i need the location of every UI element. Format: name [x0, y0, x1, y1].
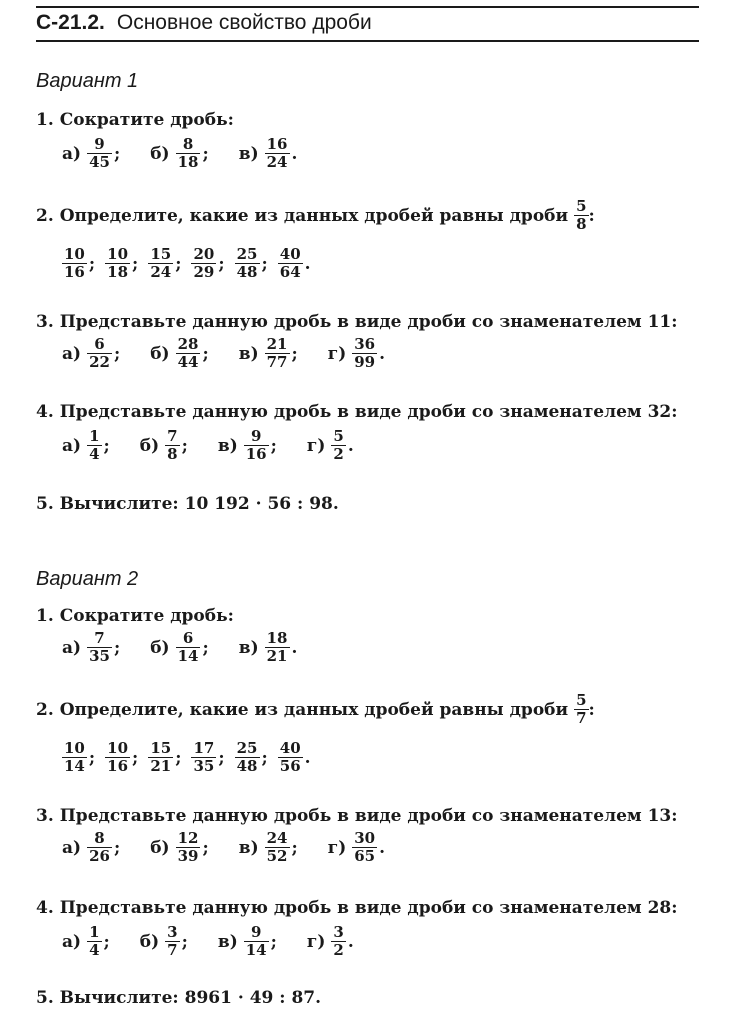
v2-task-4-options [62, 924, 354, 959]
separator: ; [181, 435, 188, 456]
denominator: 64 [279, 263, 301, 281]
option-label: б) [139, 435, 160, 456]
numerator: 5 [333, 427, 344, 445]
separator: . [347, 931, 354, 952]
task-number: 5. [36, 494, 54, 514]
task-number: 3. [36, 312, 54, 332]
separator: ; [103, 931, 110, 952]
task-text: Представьте данную дробь в виде дроби со знаменателем 11: [59, 312, 678, 332]
separator: ; [175, 747, 182, 768]
numerator: 20 [193, 245, 215, 263]
option-item [62, 246, 95, 281]
numerator: 28 [177, 335, 199, 353]
task-number: 2. [36, 699, 54, 720]
denominator: 21 [150, 757, 172, 775]
denominator: 8 [167, 445, 178, 463]
fraction [87, 924, 101, 959]
numerator: 1 [89, 427, 100, 445]
task-text: Определите, какие из данных дробей равны дроби [59, 205, 569, 226]
separator: ; [270, 931, 277, 952]
fraction [87, 136, 112, 171]
option-item [140, 428, 188, 463]
option-item [239, 830, 298, 865]
denominator: 7 [167, 941, 178, 959]
fraction [87, 830, 112, 865]
separator: ; [88, 253, 96, 274]
denominator: 18 [177, 153, 199, 171]
option-label: в) [238, 837, 259, 858]
v2-task-1-options [62, 630, 297, 665]
numerator: 18 [266, 629, 288, 647]
fraction [235, 740, 260, 775]
numerator: 8 [182, 135, 194, 153]
option-label: в) [238, 637, 259, 658]
task-number: 1. [36, 606, 54, 626]
denominator: 56 [279, 757, 301, 775]
option-item [307, 924, 354, 959]
option-item [150, 336, 209, 371]
denominator: 14 [177, 647, 199, 665]
separator: ; [113, 143, 121, 164]
numerator: 8 [94, 829, 105, 847]
denominator: 4 [89, 445, 100, 463]
numerator: 12 [177, 829, 199, 847]
denominator: 48 [236, 757, 258, 775]
task-text: Представьте данную дробь в виде дроби со знаменателем 13: [59, 806, 678, 826]
task-text: Сократите дробь: [59, 110, 234, 130]
fraction [87, 336, 112, 371]
numerator: 15 [150, 245, 172, 263]
separator: . [304, 253, 311, 274]
fraction [331, 428, 345, 463]
option-item [239, 630, 298, 665]
numerator: 36 [354, 335, 376, 353]
denominator: 45 [89, 153, 110, 171]
task-text: : [588, 699, 595, 720]
target-fraction [574, 692, 588, 727]
denominator: 4 [89, 941, 100, 959]
separator: ; [218, 253, 225, 274]
header-rule [36, 40, 699, 42]
v2-task-2-fractions [62, 740, 311, 775]
v1-task-3 [36, 312, 678, 332]
variant-1-title: Вариант 1 [36, 70, 139, 92]
fraction [87, 428, 101, 463]
option-label: а) [62, 435, 82, 456]
fraction [62, 740, 87, 775]
separator: . [291, 143, 298, 164]
fraction [191, 740, 216, 775]
separator: ; [175, 253, 182, 274]
fraction [265, 136, 290, 171]
task-text: Вычислите: 8961 · 49 : 87. [59, 988, 322, 1008]
fraction [278, 740, 303, 775]
denominator: 99 [354, 353, 376, 371]
denominator: 16 [107, 757, 129, 775]
separator: ; [113, 343, 121, 364]
fraction [176, 136, 201, 171]
numerator: 25 [236, 245, 258, 263]
option-label: б) [150, 837, 170, 858]
task-number: 4. [36, 898, 54, 918]
numerator: 10 [64, 245, 85, 263]
fraction [176, 830, 201, 865]
option-item [307, 428, 354, 463]
numerator: 6 [94, 335, 105, 353]
separator: ; [132, 253, 139, 274]
denominator: 7 [576, 709, 587, 727]
option-a [62, 136, 120, 171]
separator: ; [113, 637, 121, 658]
fraction [148, 246, 173, 281]
option-item [239, 336, 298, 371]
denominator: 35 [193, 757, 215, 775]
v2-task-5 [36, 988, 321, 1008]
task-text: Представьте данную дробь в виде дроби со знаменателем 28: [59, 898, 678, 918]
denominator: 16 [64, 263, 85, 281]
denominator: 52 [266, 847, 288, 865]
fraction [352, 336, 377, 371]
option-item [62, 740, 95, 775]
denominator: 24 [266, 153, 288, 171]
task-number: 5. [36, 988, 54, 1008]
option-label: б) [150, 143, 170, 164]
fraction [105, 246, 130, 281]
numerator: 21 [266, 335, 288, 353]
option-label: б) [150, 637, 170, 658]
separator: ; [202, 143, 209, 164]
denominator: 14 [64, 757, 85, 775]
separator: ; [261, 747, 268, 768]
task-number: 1. [36, 110, 54, 130]
denominator: 24 [150, 263, 172, 281]
v2-task-1 [36, 606, 234, 626]
option-item [148, 246, 181, 281]
task-text: : [588, 205, 595, 226]
separator: . [347, 435, 354, 456]
option-item [62, 630, 120, 665]
option-label: г) [306, 931, 326, 952]
numerator: 7 [167, 427, 178, 445]
denominator: 39 [177, 847, 199, 865]
separator: ; [261, 253, 268, 274]
separator: ; [218, 747, 225, 768]
denominator: 18 [107, 263, 129, 281]
numerator: 40 [279, 739, 301, 757]
v1-task-4-options [62, 428, 354, 463]
numerator: 24 [266, 829, 288, 847]
v1-task-2 [36, 198, 595, 233]
option-label: в) [217, 435, 238, 456]
task-number: 2. [36, 205, 54, 226]
option-item [218, 924, 277, 959]
separator: ; [132, 747, 139, 768]
denominator: 22 [89, 353, 110, 371]
option-item [140, 924, 188, 959]
denominator: 8 [576, 215, 587, 233]
v1-task-1 [36, 110, 234, 130]
task-text: Сократите дробь: [59, 606, 234, 626]
option-label: в) [238, 143, 259, 164]
fraction [191, 246, 216, 281]
option-label: г) [306, 435, 326, 456]
fraction [244, 924, 269, 959]
v2-task-3-options [62, 830, 385, 865]
numerator: 6 [182, 629, 194, 647]
separator: ; [202, 637, 209, 658]
option-label: а) [62, 637, 82, 658]
option-item [328, 336, 385, 371]
denominator: 77 [266, 353, 288, 371]
denominator: 2 [333, 445, 344, 463]
separator: ; [181, 931, 188, 952]
denominator: 48 [236, 263, 258, 281]
numerator: 3 [167, 923, 178, 941]
numerator: 3 [333, 923, 344, 941]
option-item [62, 428, 110, 463]
option-label: г) [327, 343, 347, 364]
numerator: 10 [107, 739, 129, 757]
fraction [176, 630, 201, 665]
numerator: 9 [250, 923, 262, 941]
numerator: 16 [266, 135, 288, 153]
denominator: 14 [245, 941, 267, 959]
separator: . [379, 837, 386, 858]
task-number: 3. [36, 806, 54, 826]
fraction [278, 246, 303, 281]
section-title: Основное свойство дроби [116, 11, 372, 34]
page-header [36, 8, 372, 38]
task-text: Вычислите: 10 192 · 56 : 98. [59, 494, 339, 514]
denominator: 29 [193, 263, 215, 281]
separator: . [379, 343, 386, 364]
section-code: С-21.2. [36, 11, 105, 34]
option-label: а) [62, 837, 82, 858]
option-item [278, 740, 311, 775]
denominator: 21 [266, 647, 288, 665]
numerator: 10 [107, 245, 129, 263]
fraction [176, 336, 201, 371]
separator: . [291, 637, 298, 658]
separator: ; [88, 747, 96, 768]
option-label: г) [327, 837, 347, 858]
target-fraction [574, 198, 588, 233]
fraction [331, 924, 345, 959]
option-label: а) [62, 143, 82, 164]
numerator: 25 [236, 739, 258, 757]
separator: ; [270, 435, 277, 456]
option-item [150, 630, 209, 665]
fraction [165, 428, 179, 463]
fraction [265, 336, 290, 371]
v2-task-4 [36, 898, 678, 918]
separator: . [304, 747, 311, 768]
denominator: 2 [333, 941, 344, 959]
task-number: 4. [36, 402, 54, 422]
option-item [235, 246, 268, 281]
option-b [150, 136, 209, 171]
separator: ; [202, 837, 209, 858]
option-label: б) [150, 343, 170, 364]
numerator: 5 [576, 197, 587, 215]
option-label: в) [217, 931, 238, 952]
option-item [328, 830, 385, 865]
option-item [62, 830, 120, 865]
v1-task-3-options [62, 336, 385, 371]
option-item [148, 740, 181, 775]
denominator: 26 [89, 847, 110, 865]
option-label: а) [62, 931, 82, 952]
option-c [239, 136, 298, 171]
fraction [244, 428, 269, 463]
option-label: а) [62, 343, 82, 364]
numerator: 9 [250, 427, 262, 445]
numerator: 17 [193, 739, 215, 757]
option-label: в) [238, 343, 259, 364]
fraction [235, 246, 260, 281]
task-text: Определите, какие из данных дробей равны дроби [59, 699, 569, 720]
option-item [150, 830, 209, 865]
fraction [265, 630, 290, 665]
numerator: 1 [89, 923, 100, 941]
v1-task-1-options [62, 136, 297, 171]
v1-task-2-fractions [62, 246, 311, 281]
v1-task-5 [36, 494, 339, 514]
fraction [165, 924, 179, 959]
fraction [62, 246, 87, 281]
fraction [148, 740, 173, 775]
denominator: 16 [245, 445, 267, 463]
option-item [191, 246, 224, 281]
option-item [278, 246, 311, 281]
option-item [62, 336, 120, 371]
numerator: 9 [94, 135, 105, 153]
separator: ; [291, 837, 298, 858]
option-item [191, 740, 224, 775]
option-item [62, 924, 110, 959]
v2-task-3 [36, 806, 678, 826]
numerator: 5 [576, 691, 587, 709]
separator: ; [103, 435, 110, 456]
numerator: 40 [279, 245, 301, 263]
option-item [218, 428, 277, 463]
fraction [265, 830, 290, 865]
option-item [105, 740, 138, 775]
variant-2-title: Вариант 2 [36, 568, 139, 590]
option-item [105, 246, 138, 281]
fraction [105, 740, 130, 775]
numerator: 15 [150, 739, 172, 757]
option-item [235, 740, 268, 775]
v1-task-4 [36, 402, 678, 422]
separator: ; [113, 837, 121, 858]
separator: ; [202, 343, 209, 364]
numerator: 30 [354, 829, 376, 847]
denominator: 44 [177, 353, 199, 371]
numerator: 7 [94, 629, 105, 647]
fraction [352, 830, 377, 865]
denominator: 35 [89, 647, 110, 665]
v2-task-2 [36, 692, 595, 727]
numerator: 10 [64, 739, 85, 757]
denominator: 65 [354, 847, 376, 865]
option-label: б) [139, 931, 160, 952]
task-text: Представьте данную дробь в виде дроби со знаменателем 32: [59, 402, 678, 422]
separator: ; [291, 343, 298, 364]
fraction [87, 630, 112, 665]
